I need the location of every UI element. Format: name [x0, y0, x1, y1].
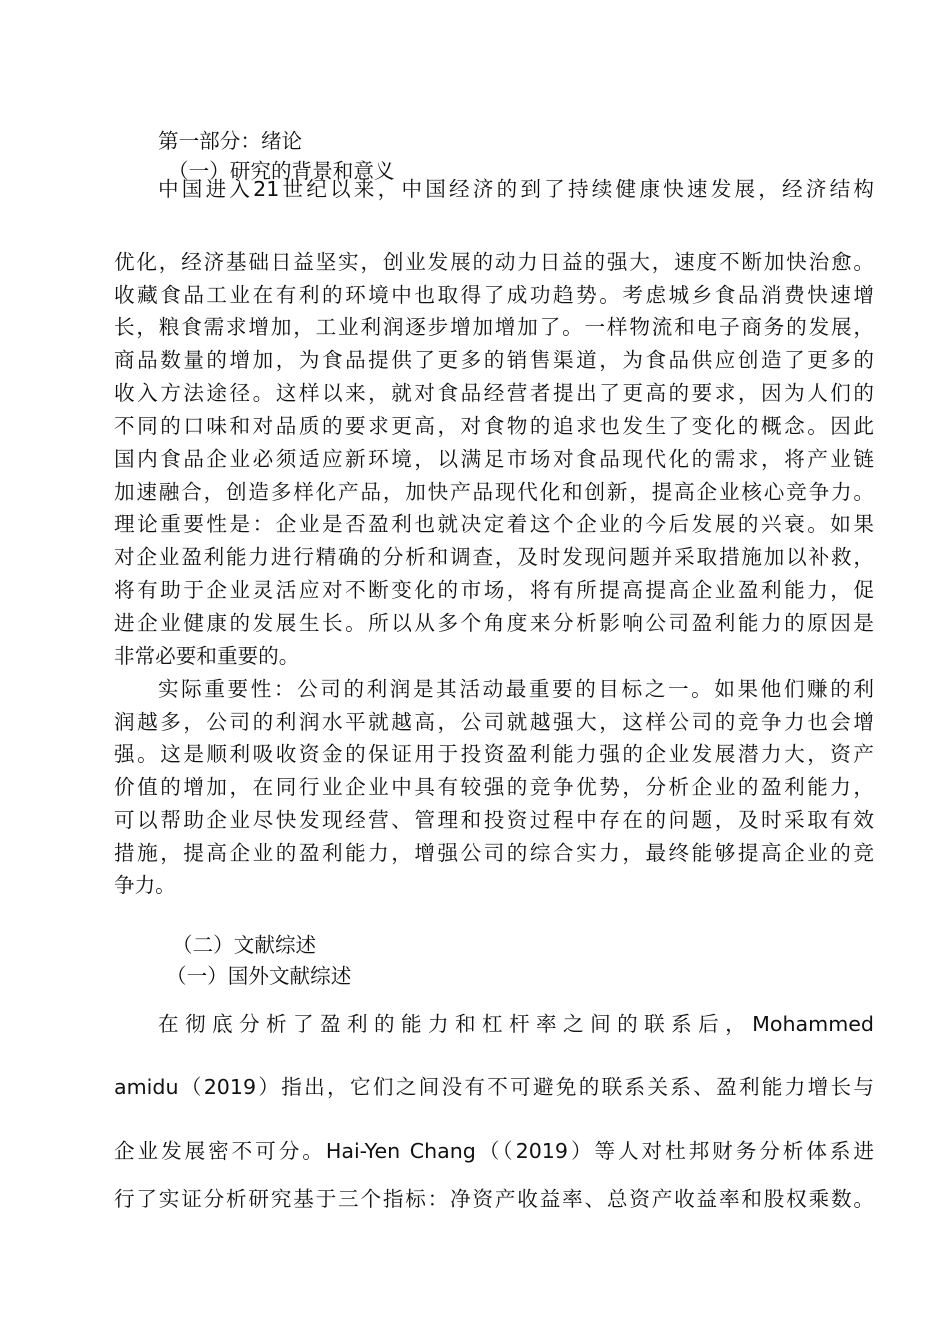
paragraph-line: 实际重要性：公司的利润是其活动最重要的目标之一。如果他们赚的利 — [158, 677, 874, 701]
paragraph-line: 理论重要性是：企业是否盈利也就决定着这个企业的今后发展的兴衰。如果 — [114, 512, 874, 536]
paragraph-line: 润越多，公司的利润水平就越高，公司就越强大，这样公司的竞争力也会增 — [114, 710, 874, 734]
paragraph-line: 对企业盈利能力进行精确的分析和调查，及时发现问题并采取措施加以补救， — [114, 545, 874, 569]
paragraph-line: 进企业健康的发展生长。所以从多个角度来分析影响公司盈利能力的原因是 — [114, 611, 874, 635]
paragraph-line: 加速融合，创造多样化产品，加快产品现代化和创新，提高企业核心竞争力。 — [114, 480, 874, 504]
paragraph-line: 优化，经济基础日益坚实，创业发展的动力日益的强大，速度不断加快治愈。 — [114, 250, 874, 274]
paragraph-line: 将有助于企业灵活应对不断变化的市场，将有所提高提高企业盈利能力，促 — [114, 578, 874, 602]
paragraph-line: 在彻底分析了盈利的能力和杠杆率之间的联系后，Mohammed — [158, 1012, 874, 1036]
paragraph-line: amidu（2019）指出，它们之间没有不可避免的联系关系、盈利能力增长与 — [114, 1075, 874, 1099]
paragraph-line: 措施，提高企业的盈利能力，增强公司的综合实力，最终能够提高企业的竞 — [114, 841, 874, 865]
paragraph-line: 长，粮食需求增加，工业利润逐步增加增加了。一样物流和电子商务的发展， — [114, 315, 874, 339]
paragraph-line: 价值的增加，在同行业企业中具有较强的竞争优势，分析企业的盈利能力， — [114, 775, 874, 799]
paragraph-line: 商品数量的增加，为食品提供了更多的销售渠道，为食品供应创造了更多的 — [114, 348, 874, 372]
subsection-heading: （二）文献综述 — [172, 933, 317, 957]
paragraph-line: 可以帮助企业尽快发现经营、管理和投资过程中存在的问题，及时采取有效 — [114, 808, 874, 832]
paragraph-line: 中国进入21世纪以来，中国经济的到了持续健康快速发展，经济结构 — [158, 177, 874, 201]
paragraph-line: 国内食品企业必须适应新环境，以满足市场对食品现代化的需求，将产业链 — [114, 447, 874, 471]
subsection-heading: （一）国外文献综述 — [166, 964, 352, 988]
paragraph-line: 收入方法途径。这样以来，就对食品经营者提出了更高的要求，因为人们的 — [114, 381, 874, 405]
paragraph-line: 非常必要和重要的。 — [114, 644, 300, 668]
section-heading: 第一部分：绪论 — [158, 129, 303, 153]
subsection-heading: （一）研究的背景和意义 — [168, 159, 395, 183]
paragraph-line: 不同的口味和对品质的要求更高，对食物的追求也发生了变化的概念。因此 — [114, 414, 874, 438]
paragraph-line: 收藏食品工业在有利的环境中也取得了成功趋势。考虑城乡食品消费快速增 — [114, 283, 874, 307]
paragraph-line: 强。这是顺利吸收资金的保证用于投资盈利能力强的企业发展潜力大，资产 — [114, 742, 874, 766]
paragraph-line: 争力。 — [114, 873, 176, 897]
paragraph-line: 行了实证分析研究基于三个指标：净资产收益率、总资产收益率和股权乘数。 — [114, 1187, 874, 1211]
paragraph-line: 企业发展密不可分。Hai-Yen Chang（（2019）等人对杜邦财务分析体系进 — [114, 1139, 874, 1163]
